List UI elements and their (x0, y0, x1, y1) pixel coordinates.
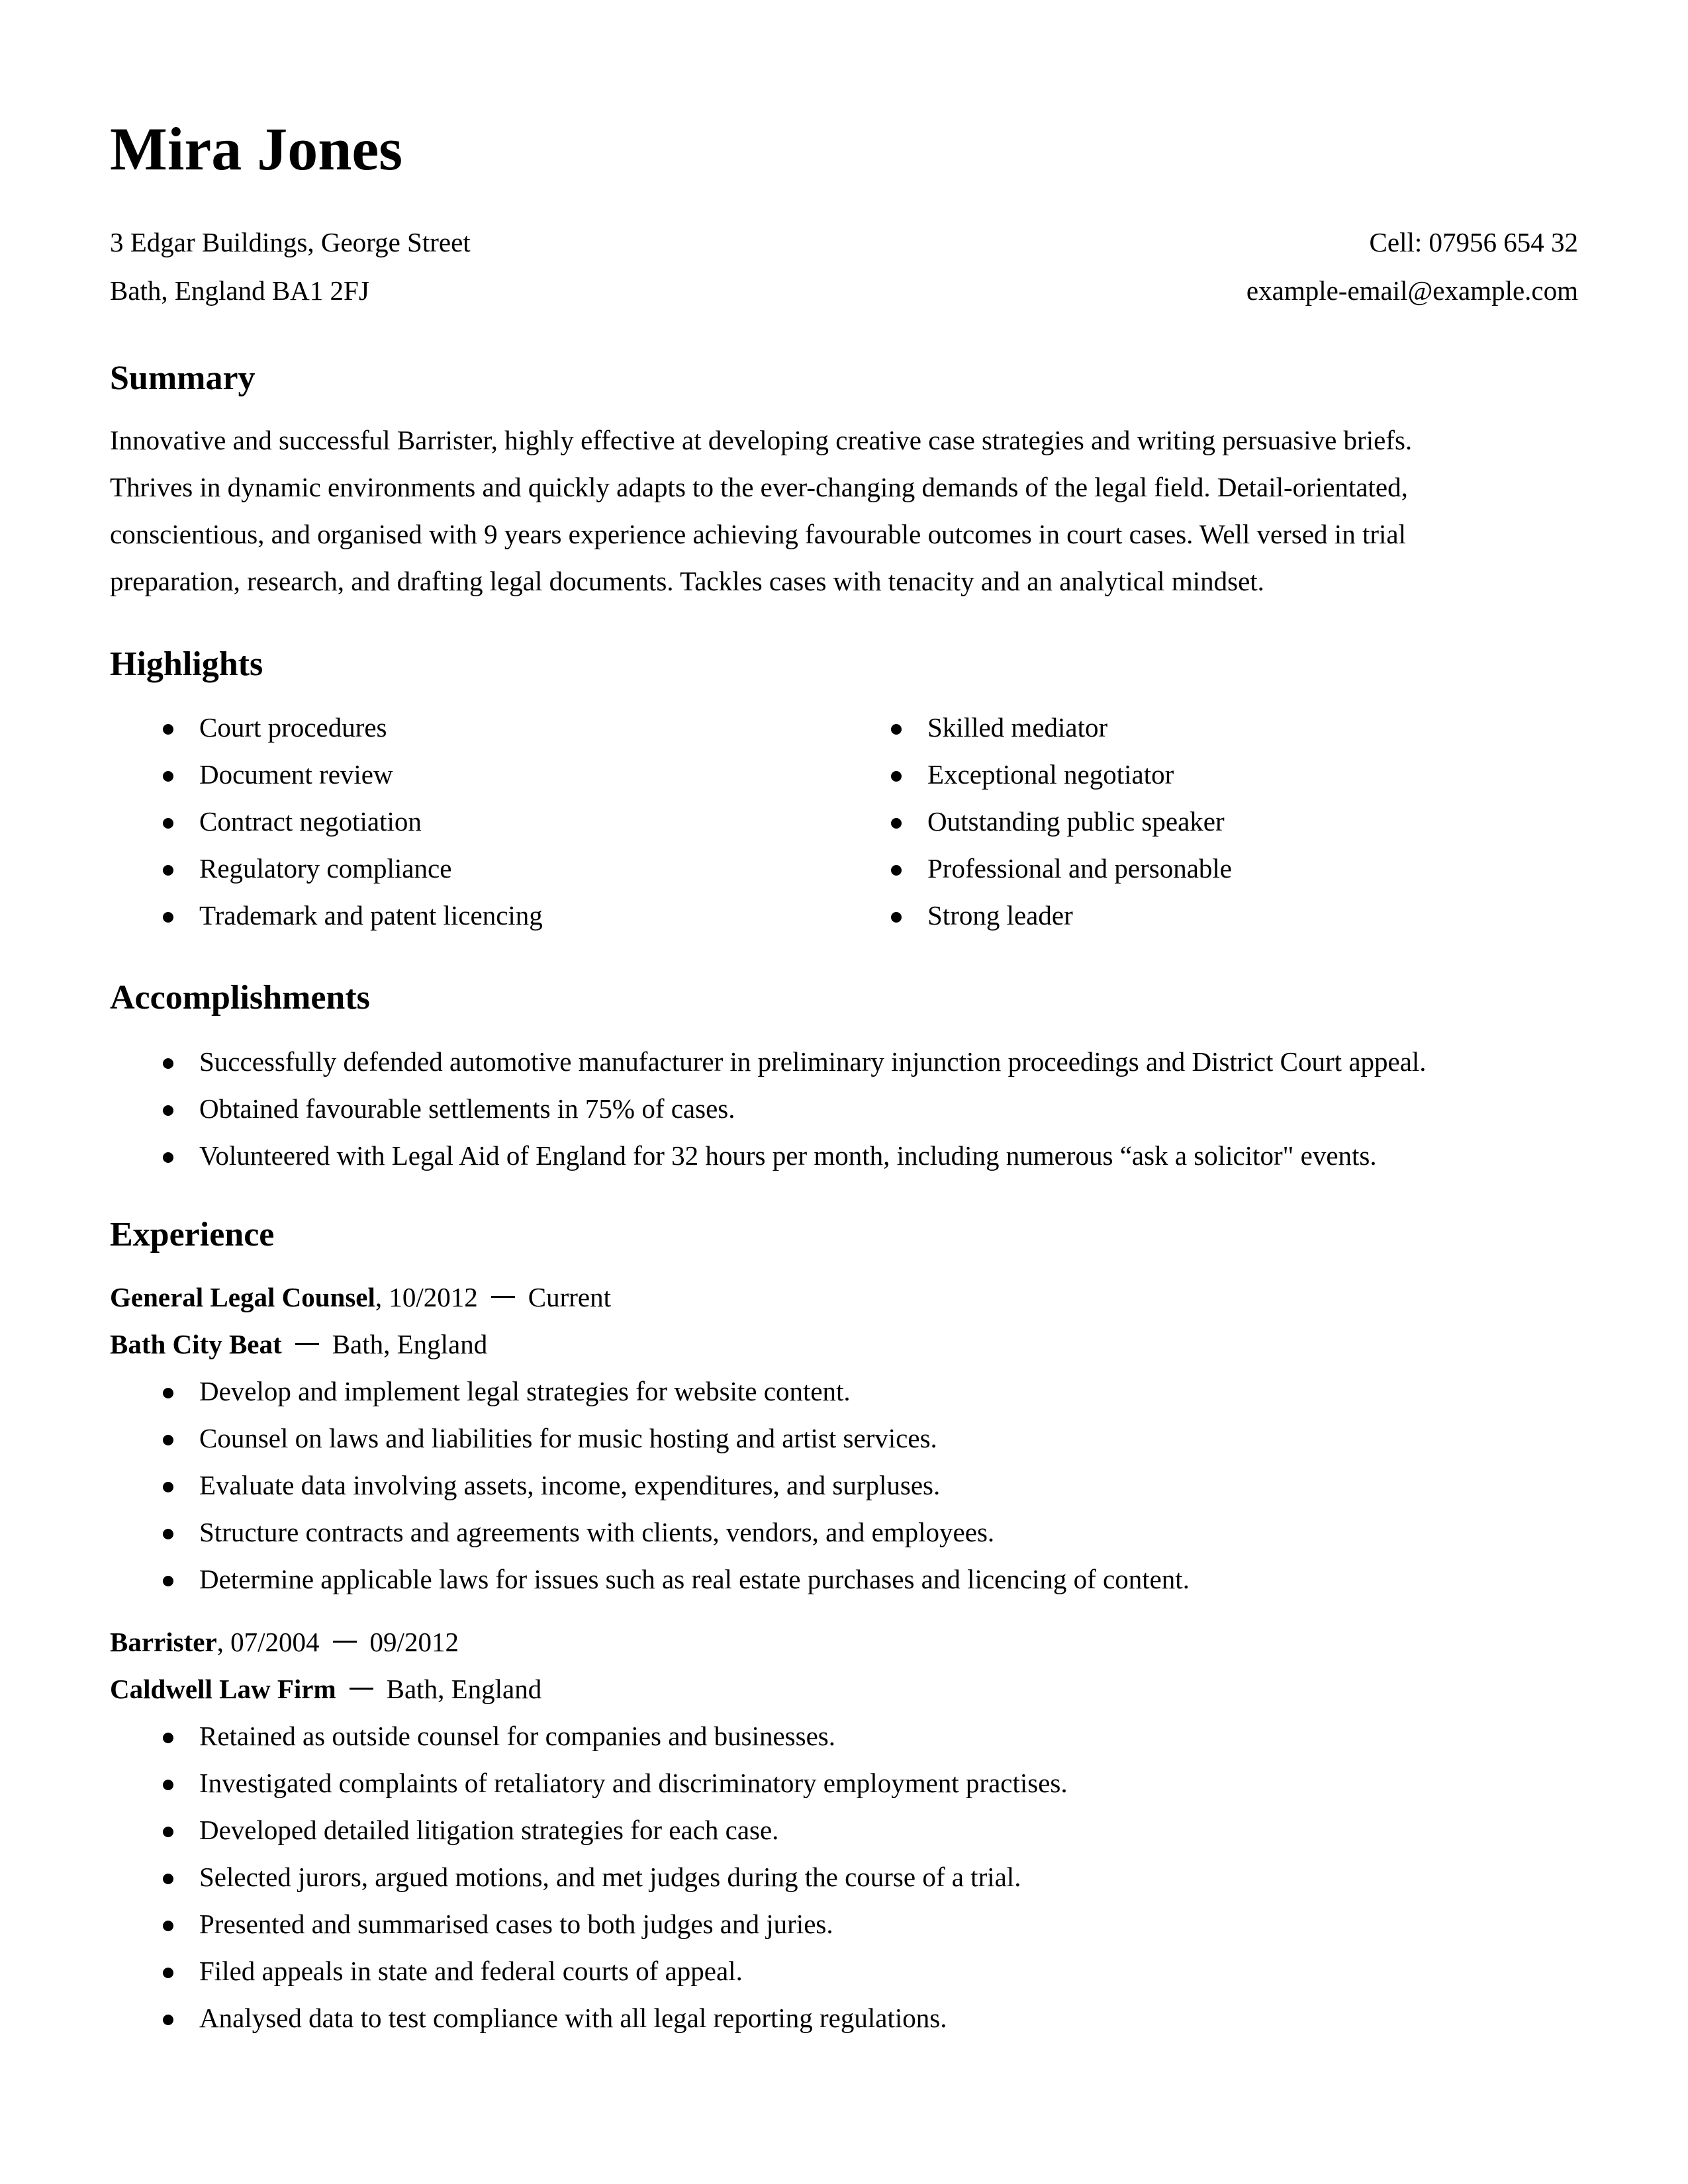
job-title-line (110, 1274, 611, 1321)
job-duties-list (110, 1713, 1068, 2042)
list-item: Outstanding public speaker (838, 798, 1232, 845)
list-item: Volunteered with Legal Aid of England for 32 hours per month, including numerous “ask a solicitor" events. (110, 1132, 1427, 1179)
list-item: Selected jurors, argued motions, and met judges during the course of a trial. (110, 1854, 1068, 1901)
bullet-icon (163, 865, 173, 876)
list-item: Strong leader (838, 892, 1232, 939)
company-location: Bath, England (332, 1329, 488, 1359)
job-end-date: Current (528, 1282, 612, 1312)
dash-icon (333, 1641, 357, 1643)
list-item: Analysed data to test compliance with all legal reporting regulations. (110, 1995, 1068, 2042)
bullet-icon (163, 1152, 173, 1163)
list-item: Document review (110, 751, 543, 798)
list-item: Determine applicable laws for issues such as real estate purchases and licencing of content. (110, 1556, 1190, 1603)
summary-line: Innovative and successful Barrister, highly effective at developing creative case strategies and writing persuasive briefs. (110, 425, 1413, 455)
list-item: Counsel on laws and liabilities for music hosting and artist services. (110, 1415, 1190, 1462)
company-name: Bath City Beat (110, 1329, 282, 1359)
job-end-date: 09/2012 (369, 1627, 459, 1657)
bullet-icon (163, 818, 173, 829)
bullet-icon (891, 865, 902, 876)
company-name: Caldwell Law Firm (110, 1674, 336, 1704)
summary-heading: Summary (110, 359, 256, 397)
bullet-icon (163, 1482, 173, 1492)
bullet-icon (163, 1780, 173, 1790)
bullet-icon (891, 912, 902, 923)
list-item: Contract negotiation (110, 798, 543, 845)
bullet-icon (163, 2015, 173, 2025)
accomplishments-heading: Accomplishments (110, 979, 370, 1017)
summary-line: Thrives in dynamic environments and quickly adapts to the ever-changing demands of the legal field. Detail-orientated, (110, 472, 1408, 502)
bullet-icon (891, 724, 902, 735)
list-item: Structure contracts and agreements with clients, vendors, and employees. (110, 1509, 1190, 1556)
bullet-icon (163, 771, 173, 782)
contact-row-1 (110, 225, 1578, 259)
list-item: Trademark and patent licencing (110, 892, 543, 939)
bullet-icon (163, 912, 173, 923)
list-item: Court procedures (110, 704, 543, 751)
bullet-icon (163, 1435, 173, 1445)
bullet-icon (163, 724, 173, 735)
list-item: Develop and implement legal strategies for website content. (110, 1368, 1190, 1415)
list-item: Filed appeals in state and federal courts of appeal. (110, 1948, 1068, 1995)
list-item: Skilled mediator (838, 704, 1232, 751)
bullet-icon (163, 1388, 173, 1398)
dash-icon (295, 1343, 319, 1345)
phone-number: Cell: 07956 654 32 (1369, 227, 1578, 257)
highlights-heading: Highlights (110, 645, 263, 683)
candidate-name: Mira Jones (110, 115, 403, 183)
address-line-1: 3 Edgar Buildings, George Street (110, 227, 471, 257)
list-item: Successfully defended automotive manufacturer in preliminary injunction proceedings and District Court appeal. (110, 1038, 1427, 1085)
list-item: Obtained favourable settlements in 75% of cases. (110, 1085, 1427, 1132)
highlights-right-list (838, 704, 1232, 939)
job-company-line (110, 1321, 487, 1368)
job-company-line (110, 1666, 541, 1713)
address-line-2: Bath, England BA1 2FJ (110, 275, 369, 306)
bullet-icon (891, 771, 902, 782)
bullet-icon (163, 1529, 173, 1539)
list-item: Investigated complaints of retaliatory and discriminatory employment practises. (110, 1760, 1068, 1807)
list-item: Presented and summarised cases to both judges and juries. (110, 1901, 1068, 1948)
accomplishments-list (110, 1038, 1427, 1179)
job-duties-list (110, 1368, 1190, 1603)
highlights-left-list (110, 704, 543, 939)
bullet-icon (163, 1058, 173, 1069)
bullet-icon (891, 818, 902, 829)
list-item: Retained as outside counsel for companies and businesses. (110, 1713, 1068, 1760)
job-role: General Legal Counsel (110, 1282, 375, 1312)
bullet-icon (163, 1733, 173, 1743)
summary-line: preparation, research, and drafting legal documents. Tackles cases with tenacity and an analytical mindset. (110, 566, 1264, 596)
contact-row-2 (110, 273, 1578, 308)
list-item: Regulatory compliance (110, 845, 543, 892)
job-role: Barrister (110, 1627, 217, 1657)
list-item: Professional and personable (838, 845, 1232, 892)
job-start-date: , 10/2012 (375, 1282, 478, 1312)
bullet-icon (163, 1921, 173, 1931)
dash-icon (350, 1688, 373, 1690)
bullet-icon (163, 1874, 173, 1884)
email-address: example-email@example.com (1246, 275, 1578, 306)
bullet-icon (163, 1827, 173, 1837)
list-item: Exceptional negotiator (838, 751, 1232, 798)
summary-line: conscientious, and organised with 9 years experience achieving favourable outcomes in court cases. Well versed in trial (110, 519, 1406, 549)
bullet-icon (163, 1105, 173, 1116)
job-title-line (110, 1619, 459, 1666)
company-location: Bath, England (386, 1674, 542, 1704)
job-start-date: , 07/2004 (216, 1627, 320, 1657)
experience-heading: Experience (110, 1216, 275, 1253)
list-item: Developed detailed litigation strategies for each case. (110, 1807, 1068, 1854)
bullet-icon (163, 1576, 173, 1586)
bullet-icon (163, 1968, 173, 1978)
dash-icon (491, 1296, 515, 1298)
summary-paragraph (110, 417, 1578, 605)
list-item: Evaluate data involving assets, income, expenditures, and surpluses. (110, 1462, 1190, 1509)
